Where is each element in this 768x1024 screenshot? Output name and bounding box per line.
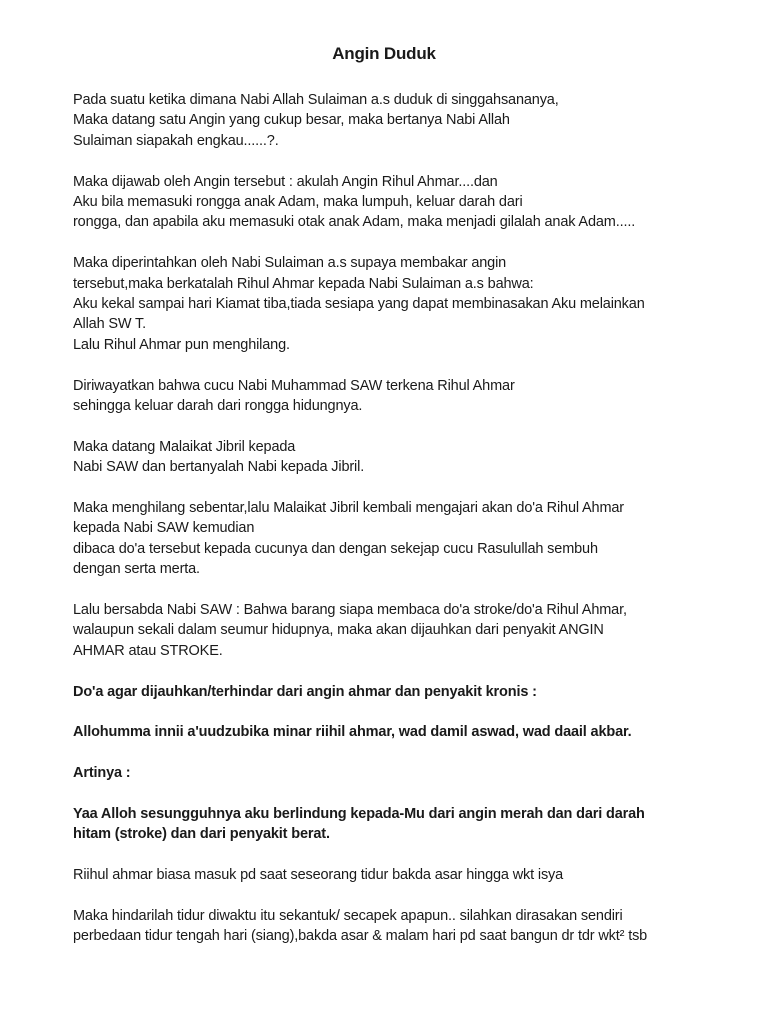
paragraph xyxy=(73,90,703,151)
paragraph-line: Maka menghilang sebentar,lalu Malaikat Jibril kembali mengajari akan do'a Rihul Ahmar xyxy=(73,500,624,517)
paragraph-line: tersebut,maka berkatalah Rihul Ahmar kepada Nabi Sulaiman a.s bahwa: xyxy=(73,275,534,292)
paragraph-line: Pada suatu ketika dimana Nabi Allah Sulaiman a.s duduk di singgahsananya, xyxy=(73,92,559,108)
paragraph-line: Diriwayatkan bahwa cucu Nabi Muhammad SAW terkena Rihul Ahmar xyxy=(73,377,515,394)
paragraph xyxy=(73,763,703,783)
paragraph-line: Maka diperintahkan oleh Nabi Sulaiman a.s supaya membakar angin xyxy=(73,255,507,272)
paragraph-line: Do'a agar dijauhkan/terhindar dari angin ahmar dan penyakit kronis : xyxy=(73,683,537,700)
paragraph-line: rongga, dan apabila aku memasuki otak anak Adam, maka menjadi gilalah anak Adam..... xyxy=(73,214,636,231)
paragraph xyxy=(73,376,703,417)
paragraph-line: Maka datang satu Angin yang cukup besar, maka bertanya Nabi Allah xyxy=(73,112,510,129)
paragraph-line: walaupun sekali dalam seumur hidupnya, maka akan dijauhkan dari penyakit ANGIN xyxy=(73,622,604,639)
paragraph-line: Aku kekal sampai hari Kiamat tiba,tiada sesiapa yang dapat membinasakan Aku melainkan xyxy=(73,296,645,313)
paragraph-line: Lalu Rihul Ahmar pun menghilang. xyxy=(73,336,290,353)
paragraph xyxy=(73,498,703,580)
paragraph-line: Nabi SAW dan bertanyalah Nabi kepada Jibril. xyxy=(73,459,365,476)
paragraph xyxy=(73,722,703,742)
paragraph-line: Aku bila memasuki rongga anak Adam, maka lumpuh, keluar darah dari xyxy=(73,194,523,211)
paragraph-line: Sulaiman siapakah engkau......?. xyxy=(73,132,279,149)
paragraph-line: kepada Nabi SAW kemudian xyxy=(73,520,255,537)
document-body xyxy=(73,90,703,967)
paragraph-line: Allohumma innii a'uudzubika minar riihil ahmar, wad damil aswad, wad daail akbar. xyxy=(73,724,632,741)
paragraph-line: Yaa Alloh sesungguhnya aku berlindung kepada-Mu dari angin merah dan dari darah xyxy=(73,806,645,823)
paragraph-line: Maka datang Malaikat Jibril kepada xyxy=(73,438,296,455)
paragraph xyxy=(73,253,703,355)
paragraph-line: Artinya : xyxy=(73,765,131,782)
paragraph xyxy=(73,600,703,661)
paragraph-line: Allah SW T. xyxy=(73,316,147,333)
paragraph-line: Riihul ahmar biasa masuk pd saat seseorang tidur bakda asar hingga wkt isya xyxy=(73,867,564,884)
paragraph-line: Maka dijawab oleh Angin tersebut : akulah Angin Rihul Ahmar....dan xyxy=(73,173,498,190)
paragraph-line: dengan serta merta. xyxy=(73,561,200,578)
paragraph-line: Maka hindarilah tidur diwaktu itu sekantuk/ secapek apapun.. silahkan dirasakan sendiri xyxy=(73,908,623,925)
paragraph xyxy=(73,437,703,478)
paragraph xyxy=(73,906,703,947)
paragraph-line: Lalu bersabda Nabi SAW : Bahwa barang siapa membaca do'a stroke/do'a Rihul Ahmar, xyxy=(73,602,627,619)
paragraph-line: perbedaan tidur tengah hari (siang),bakda asar & malam hari pd saat bangun dr tdr wkt² tsb xyxy=(73,928,648,945)
paragraph-line: hitam (stroke) dan dari penyakit berat. xyxy=(73,826,330,843)
paragraph-line: sehingga keluar darah dari rongga hidungnya. xyxy=(73,398,363,415)
paragraph-line: dibaca do'a tersebut kepada cucunya dan dengan sekejap cucu Rasulullah sembuh xyxy=(73,540,598,557)
paragraph xyxy=(73,682,703,702)
paragraph-line: AHMAR atau STROKE. xyxy=(73,642,223,659)
paragraph xyxy=(73,804,703,845)
paragraph xyxy=(73,172,703,233)
document-title: Angin Duduk xyxy=(332,44,436,63)
paragraph xyxy=(73,865,703,885)
